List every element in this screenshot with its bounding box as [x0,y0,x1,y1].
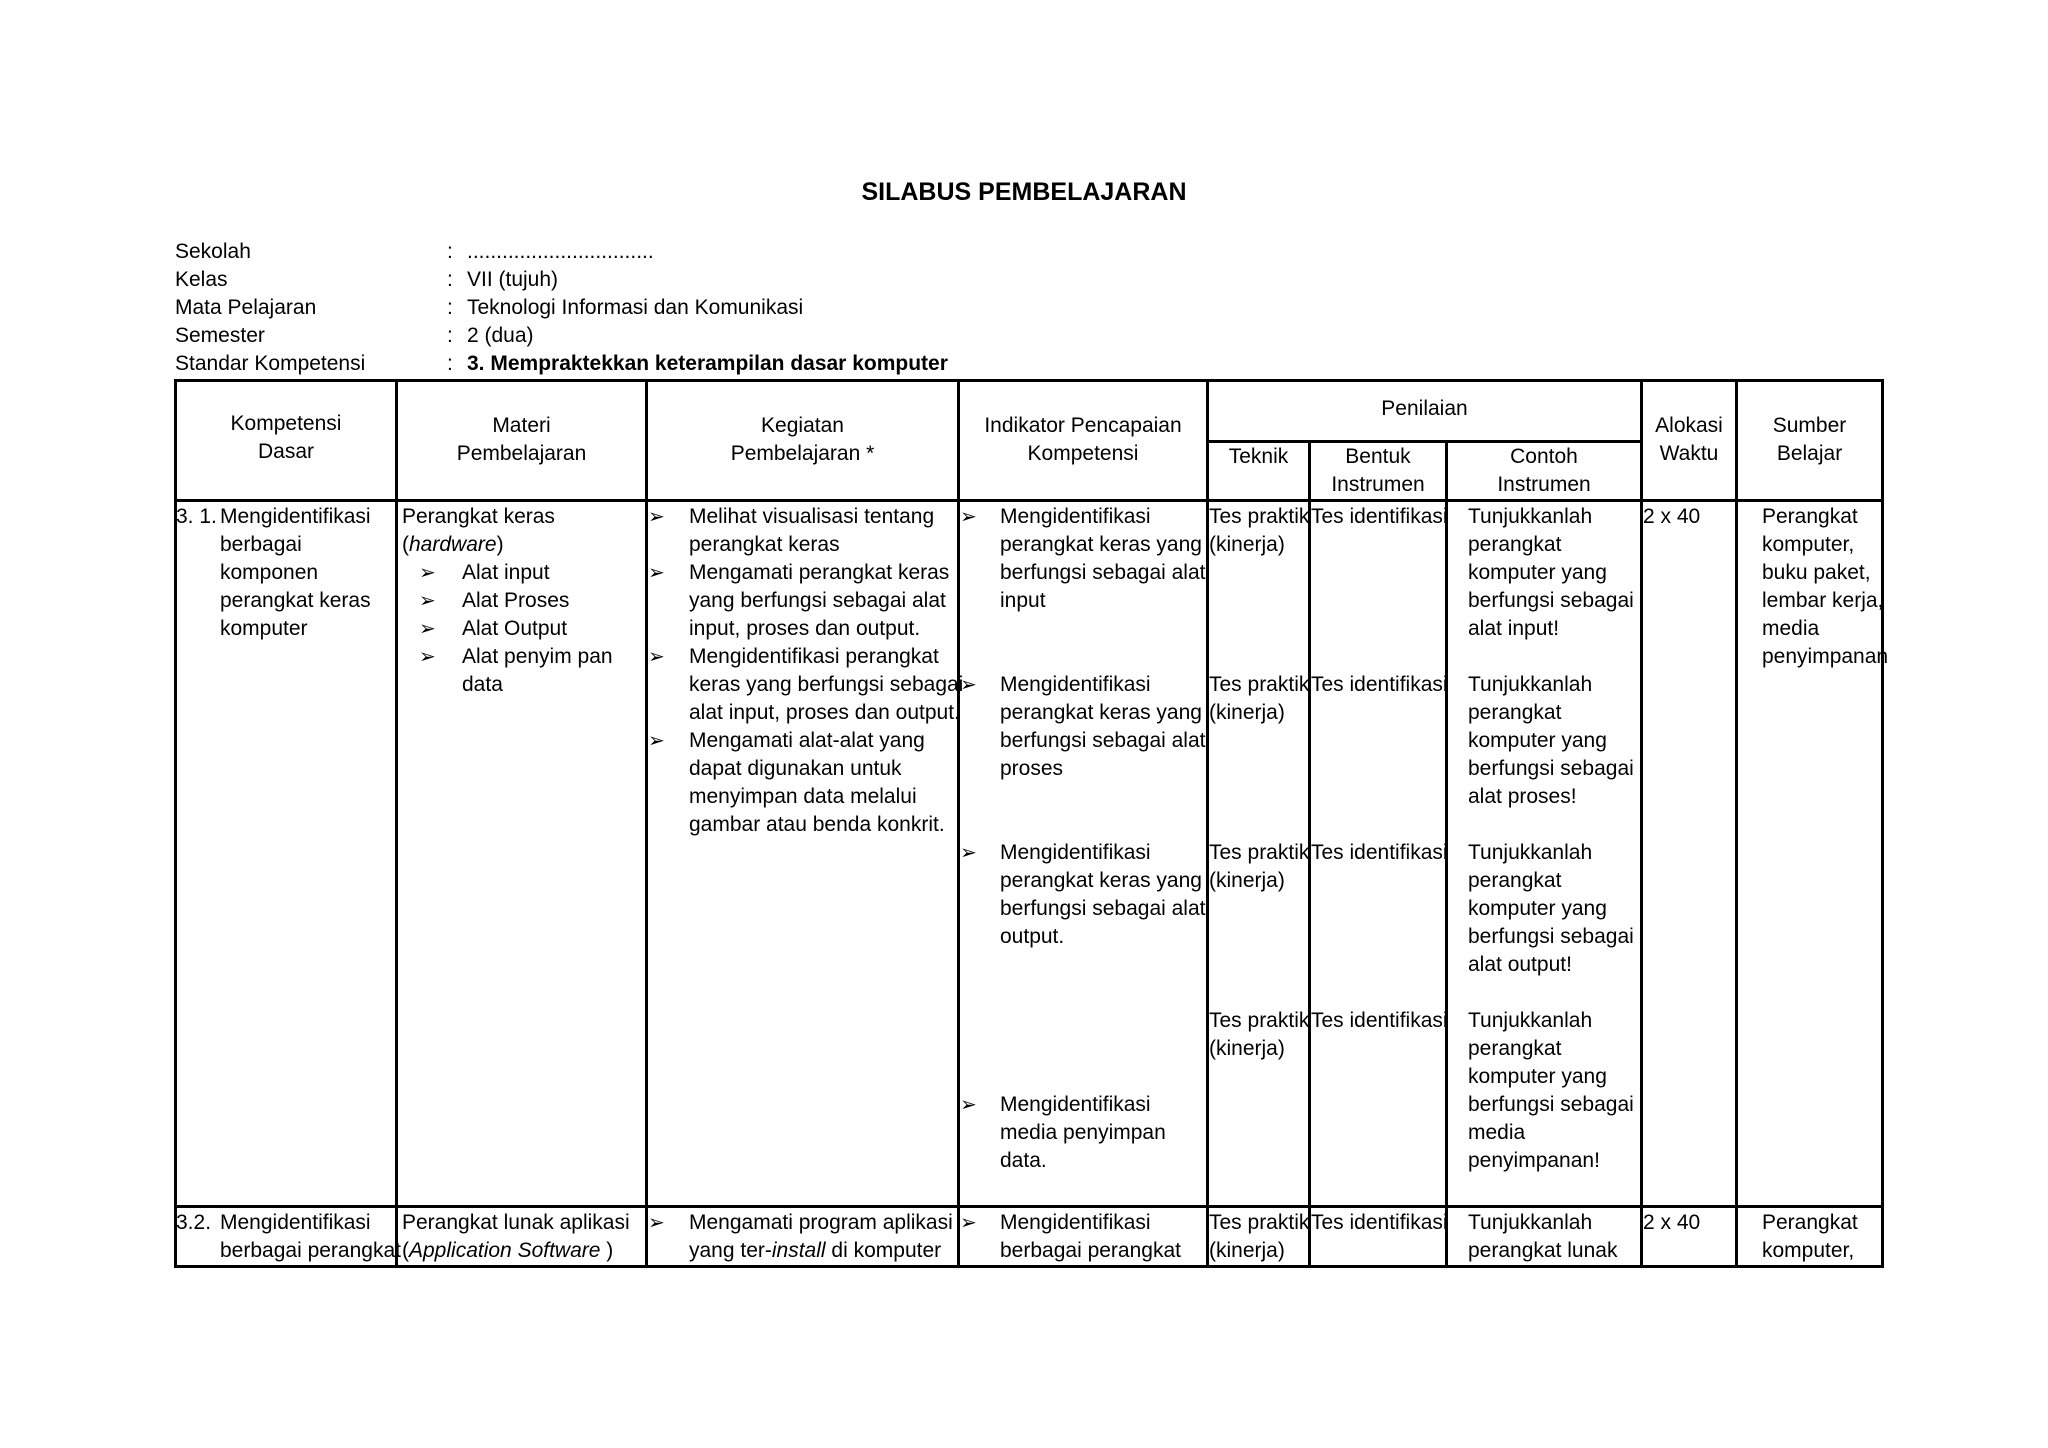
header-kegiatan [648,412,957,468]
text-line: input, proses dan output. [689,617,921,640]
alokasi-cell: 2 x 40 [1643,505,1701,528]
text-line: berbagai perangkat [220,1239,401,1262]
materi-item [462,643,613,699]
text-line: komputer [220,617,308,640]
meta-colon: : [447,352,453,375]
header-line: Waktu [1659,442,1719,465]
meta-row-semester [175,322,948,350]
text-line: Tes praktik [1209,841,1310,864]
header-line: Belajar [1776,442,1843,465]
text-line: media [1762,617,1820,640]
meta-label: Standar Kompetensi [175,352,366,375]
identity-block [175,238,948,378]
text-line: yang berfungsi sebagai alat [689,589,946,612]
arrow-bullet-icon: ➢ [648,506,665,528]
teknik-cell [1209,503,1309,559]
header-teknik: Teknik [1228,445,1289,468]
text-line: Mengidentifikasi [1000,1211,1151,1234]
header-line: Pembelajaran [456,442,587,465]
text-line: berfungsi sebagai [1468,925,1634,948]
text-line: komponen [220,561,319,584]
meta-value: 3. Mempraktekkan keterampilan dasar komputer [467,352,948,375]
arrow-bullet-icon: ➢ [960,1212,977,1234]
meta-value: VII (tujuh) [467,268,559,291]
text-line: Mengidentifikasi perangkat [689,645,939,668]
meta-row-sekolah [175,238,948,266]
header-line: Alokasi [1655,414,1723,437]
text-line: buku paket, [1762,561,1871,584]
header-line: Instrumen [1497,473,1591,496]
header-line: Sumber [1772,414,1847,437]
paren-open: ( [402,533,409,556]
sumber-cell [1762,503,1888,671]
bentuk-cell: Tes identifikasi [1311,673,1448,696]
kegiatan-item [689,559,949,643]
meta-value: 2 (dua) [467,324,534,347]
arrow-bullet-icon: ➢ [419,618,436,640]
text-line: Mengamati alat-alat yang [689,729,925,752]
text-line: Tes praktik [1209,505,1310,528]
text-line: Mengidentifikasi [220,1211,371,1234]
header-penilaian: Penilaian [1381,397,1468,420]
arrow-bullet-icon: ➢ [648,562,665,584]
text-line: Perangkat [1762,1211,1858,1234]
text-line: proses [1000,757,1064,780]
header-line: Indikator Pencapaian [984,414,1182,437]
text-line: Mengidentifikasi [1000,505,1151,528]
text-segment: yang ter- [689,1239,772,1262]
text-line: input [1000,589,1046,612]
header-alokasi-waktu [1643,412,1735,468]
header-line: Kompetensi [230,412,342,435]
text-line: Tes praktik [1209,673,1310,696]
meta-label: Semester [175,324,265,347]
arrow-bullet-icon: ➢ [648,730,665,752]
text-line: perangkat [1468,1037,1562,1060]
header-line: Dasar [257,440,315,463]
teknik-cell [1209,1209,1309,1265]
text-line: perangkat keras [689,533,840,556]
materi-subtitle [402,531,645,559]
text-line: Mengidentifikasi [1000,673,1151,696]
teknik-cell [1209,1007,1309,1063]
text-line: Tes praktik [1209,1211,1310,1234]
header-materi [398,412,645,468]
meta-colon: : [447,296,453,319]
text-line: media [1468,1121,1526,1144]
text-line: data. [1000,1149,1047,1172]
header-contoh-instrumen [1448,443,1640,499]
table-border-bottom [174,1265,1884,1268]
text-line: Tunjukkanlah [1468,1009,1593,1032]
teknik-cell [1209,671,1309,727]
text-line: berbagai perangkat [1000,1239,1181,1262]
indikator-item [1000,839,1205,951]
text-line: Tunjukkanlah [1468,505,1593,528]
text-line: alat proses! [1468,785,1577,808]
text-line: keras yang berfungsi sebagai [689,673,964,696]
text-line: berfungsi sebagai alat [1000,897,1206,920]
contoh-cell [1468,503,1634,643]
arrow-bullet-icon: ➢ [648,646,665,668]
meta-row-mata-pelajaran [175,294,948,322]
text-line: gambar atau benda konkrit. [689,813,945,836]
meta-colon: : [447,324,453,347]
text-line: komputer, [1762,533,1855,556]
text-line: Tunjukkanlah [1468,841,1593,864]
row1-kd-text [220,503,371,643]
text-line: perangkat [1468,533,1562,556]
column-divider [395,379,398,1268]
contoh-cell [1468,839,1634,979]
header-line: Kompetensi [1027,442,1139,465]
text-line: komputer, [1762,1239,1855,1262]
bentuk-cell: Tes identifikasi [1311,841,1448,864]
alokasi-cell: 2 x 40 [1643,1211,1701,1234]
header-sumber-belajar [1738,412,1881,468]
text-line: komputer yang [1468,897,1607,920]
text-line: lembar kerja, [1762,589,1884,612]
bentuk-cell: Tes identifikasi [1311,1009,1448,1032]
paren-close: ) [600,1239,614,1262]
text-segment: di komputer [825,1239,942,1262]
text-line: Mengidentifikasi [1000,1093,1151,1116]
text-line: data [462,673,503,696]
materi-item: Alat Proses [462,589,570,612]
kegiatan-item [689,503,934,559]
text-line [689,1237,953,1265]
arrow-bullet-icon: ➢ [960,674,977,696]
header-line: Contoh [1510,445,1578,468]
paren-open: ( [402,1239,409,1262]
paren-close: ) [496,533,504,556]
kegiatan-item [689,643,963,727]
text-line: Tunjukkanlah [1468,673,1593,696]
text-line: berfungsi sebagai [1468,589,1634,612]
materi-title: Perangkat keras [402,505,555,528]
arrow-bullet-icon: ➢ [419,646,436,668]
meta-value: ................................ [467,240,654,263]
meta-colon: : [447,268,453,291]
text-line: (kinerja) [1209,869,1285,892]
bentuk-cell: Tes identifikasi [1311,1211,1448,1234]
header-bottom-rule [174,499,1884,502]
text-line: Perangkat [1762,505,1858,528]
text-line: alat input, proses dan output. [689,701,960,724]
syllabus-table [174,379,1889,1268]
row2-materi [402,1209,630,1265]
header-line: Bentuk [1345,445,1411,468]
row1-kd-number: 3. 1. [176,505,217,528]
row-separator [174,1205,1884,1208]
text-line: perangkat keras yang [1000,533,1202,556]
arrow-bullet-icon: ➢ [419,562,436,584]
text-line: Mengidentifikasi [220,505,371,528]
text-line: berfungsi sebagai [1468,757,1634,780]
text-line: perangkat keras yang [1000,869,1202,892]
text-line: perangkat keras [220,589,371,612]
column-divider [1735,379,1738,1268]
meta-colon: : [447,240,453,263]
indikator-item [1000,503,1205,615]
indikator-item [1000,1209,1181,1265]
header-kompetensi-dasar [177,410,395,466]
meta-label: Kelas [175,268,228,291]
sumber-cell [1762,1209,1858,1265]
text-line: penyimpanan! [1468,1149,1600,1172]
row2-kd-number: 3.2. [176,1211,212,1234]
text-line: (kinerja) [1209,1239,1285,1262]
text-line: menyimpan data melalui [689,785,917,808]
text-line: komputer yang [1468,1065,1607,1088]
indikator-item [1000,671,1205,783]
header-indikator [960,412,1206,468]
text-line: media penyimpan [1000,1121,1166,1144]
text-line: berfungsi sebagai alat [1000,561,1206,584]
text-line: (kinerja) [1209,701,1285,724]
contoh-cell [1468,671,1634,811]
text-line: perangkat [1468,701,1562,724]
row2-kd-text [220,1209,401,1265]
materi-item: Alat input [462,561,550,584]
arrow-bullet-icon: ➢ [960,1094,977,1116]
text-line: alat output! [1468,953,1572,976]
text-line: Mengamati perangkat keras [689,561,950,584]
kegiatan-item [689,727,945,839]
header-line: Pembelajaran * [730,442,875,465]
arrow-bullet-icon: ➢ [960,842,977,864]
text-line: berfungsi sebagai [1468,1093,1634,1116]
materi-term: Application Software [409,1239,601,1262]
contoh-cell [1468,1209,1617,1265]
text-line: komputer yang [1468,729,1607,752]
table-border-top [174,379,1884,382]
header-bentuk-instrumen [1311,443,1445,499]
text-line: Tes praktik [1209,1009,1310,1032]
kegiatan-item [689,1209,953,1265]
text-line: Melihat visualisasi tentang [689,505,935,528]
text-line: Alat penyim pan [462,645,613,668]
text-line: (kinerja) [1209,1037,1285,1060]
text-line: perangkat keras yang [1000,701,1202,724]
document-title: SILABUS PEMBELAJARAN [861,178,1187,206]
text-line: Mengamati program aplikasi [689,1211,953,1234]
contoh-cell [1468,1007,1634,1175]
text-line: berfungsi sebagai alat [1000,729,1206,752]
materi-term: hardware [409,533,497,556]
text-line: perangkat lunak [1468,1239,1618,1262]
row1-materi [402,503,645,559]
text-line: output. [1000,925,1065,948]
meta-row-kelas [175,266,948,294]
header-line: Kegiatan [761,414,844,437]
meta-value: Teknologi Informasi dan Komunikasi [467,296,804,319]
materi-item: Alat Output [462,617,568,640]
text-line: perangkat [1468,869,1562,892]
text-line: (kinerja) [1209,533,1285,556]
header-line: Instrumen [1331,473,1425,496]
text-line: penyimpanan [1762,645,1889,668]
meta-label: Mata Pelajaran [175,296,317,319]
teknik-cell [1209,839,1309,895]
text-line: Tunjukkanlah [1468,1211,1593,1234]
text-line: berbagai [220,533,302,556]
indikator-item [1000,1091,1166,1175]
install-term: install [771,1239,826,1262]
header-line: Materi [492,414,551,437]
text-line: Mengidentifikasi [1000,841,1151,864]
text-line: alat input! [1468,617,1560,640]
text-line: Perangkat lunak aplikasi [402,1211,630,1234]
meta-label: Sekolah [175,240,251,263]
text-line: komputer yang [1468,561,1607,584]
bentuk-cell: Tes identifikasi [1311,505,1448,528]
arrow-bullet-icon: ➢ [960,506,977,528]
arrow-bullet-icon: ➢ [648,1212,665,1234]
meta-row-standar-kompetensi [175,350,948,378]
text-line: dapat digunakan untuk [689,757,902,780]
arrow-bullet-icon: ➢ [419,590,436,612]
text-line [402,1237,630,1265]
